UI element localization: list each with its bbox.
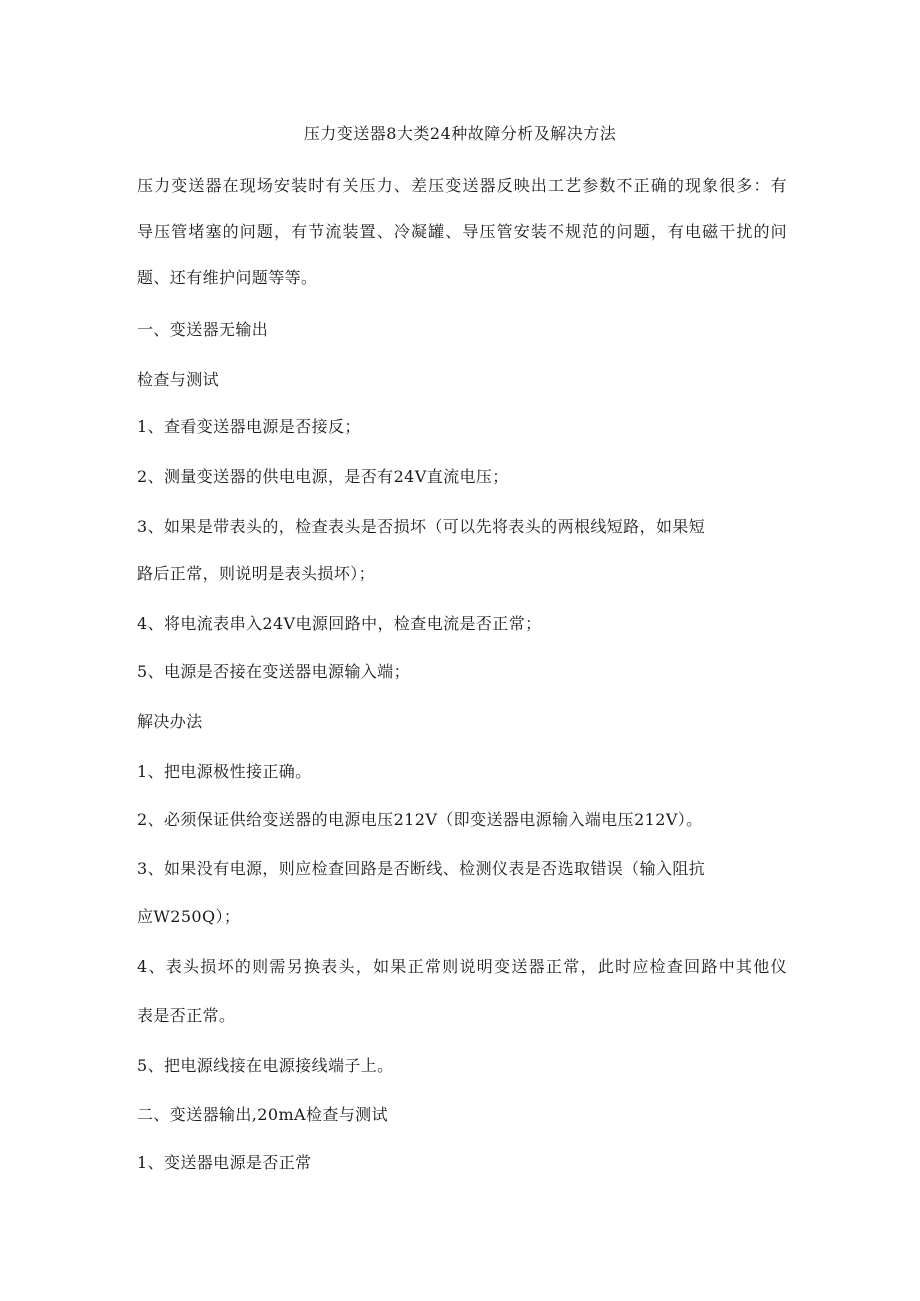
solution-item-2: 2、必须保证供给变送器的电源电压212V（即变送器电源输入端电压212V）。 [137, 810, 703, 829]
check-item-2: 2、测量变送器的供电电源，是否有24V直流电压； [137, 467, 509, 486]
intro-line-2: 导压管堵塞的问题，有节流装置、冷凝罐、导压管安装不规范的问题，有电磁干扰的问 [137, 222, 787, 241]
check-item-4: 4、将电流表串入24V电源回路中，检查电流是否正常； [137, 614, 542, 633]
check-item-3: 3、如果是带表头的，检查表头是否损坏（可以先将表头的两根线短路，如果短 [137, 517, 706, 536]
intro-line-3: 题、还有维护问题等等。 [137, 268, 318, 287]
solution-item-1: 1、把电源极性接正确。 [137, 762, 312, 781]
section1-heading: 一、变送器无输出 [137, 320, 269, 339]
solution-item-5: 5、把电源线接在电源接线端子上。 [137, 1056, 394, 1075]
solution-item-4-cont: 表是否正常。 [137, 1006, 236, 1025]
check-item-3-cont: 路后正常，则说明是表头损坏）； [137, 564, 376, 583]
section2-heading: 二、变送器输出,20mA检查与测试 [137, 1105, 388, 1124]
solution-item-3: 3、如果没有电源，则应检查回路是否断线、检测仪表是否选取错误（输入阻抗 [137, 859, 706, 878]
solution-item-4: 4、表头损坏的则需另换表头，如果正常则说明变送器正常，此时应检查回路中其他仪 [137, 957, 787, 976]
solution-item-3-cont: 应W250Q）； [137, 907, 241, 926]
check-item-1: 1、查看变送器电源是否接反； [137, 417, 361, 436]
check-item-5: 5、电源是否接在变送器电源输入端； [137, 662, 410, 681]
section1-check-heading: 检查与测试 [137, 370, 220, 389]
section1-solution-heading: 解决办法 [137, 712, 203, 731]
section2-check-item-1: 1、变送器电源是否正常 [137, 1153, 312, 1172]
intro-line-1: 压力变送器在现场安装时有关压力、差压变送器反映出工艺参数不正确的现象很多：有 [137, 176, 787, 195]
document-title: 压力变送器8大类24种故障分析及解决方法 [303, 124, 617, 143]
